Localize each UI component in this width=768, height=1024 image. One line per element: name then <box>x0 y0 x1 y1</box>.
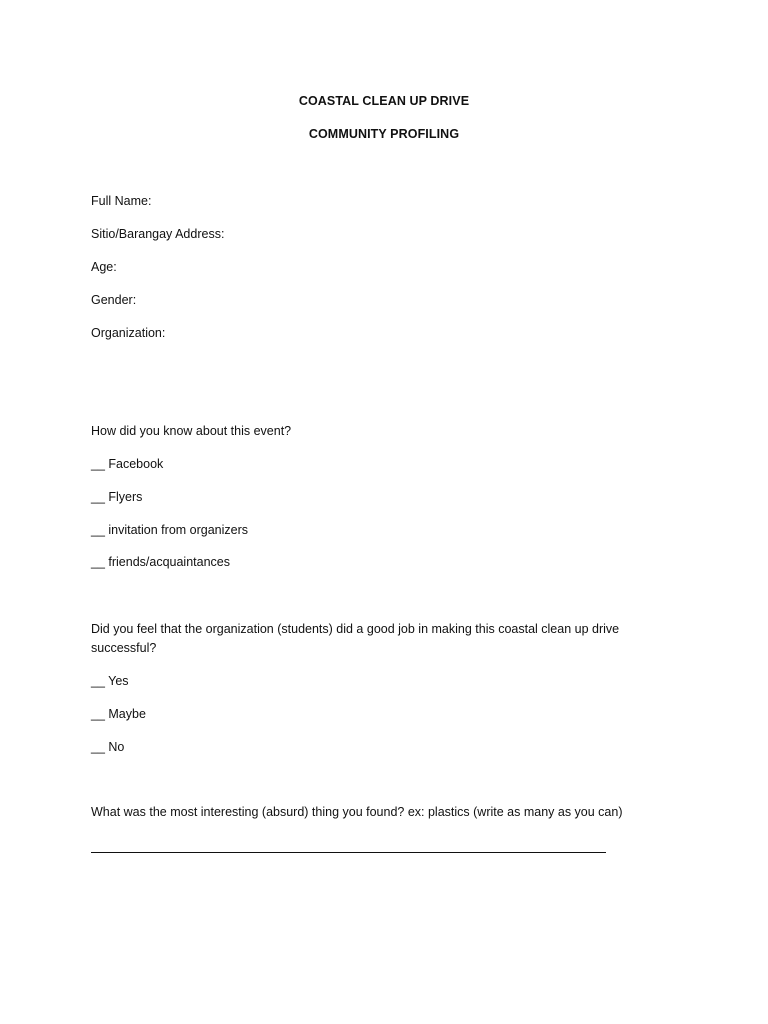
question-interesting-thing: What was the most interesting (absurd) thing you found? ex: plastics (write as many as you can) <box>91 805 623 819</box>
option-yes: __ Yes <box>91 674 129 688</box>
question-good-job-line1: Did you feel that the organization (students) did a good job in making this coastal clean up drive <box>91 622 620 636</box>
document-title: COASTAL CLEAN UP DRIVE <box>298 94 470 108</box>
document-subtitle: COMMUNITY PROFILING <box>308 127 460 141</box>
question-how-know: How did you know about this event? <box>91 424 292 438</box>
option-friends: __ friends/acquaintances <box>91 555 230 569</box>
option-no: __ No <box>91 740 125 754</box>
answer-line <box>91 852 606 853</box>
field-gender: Gender: <box>91 293 137 307</box>
field-address: Sitio/Barangay Address: <box>91 227 225 241</box>
option-facebook: __ Facebook <box>91 457 164 471</box>
field-organization: Organization: <box>91 326 166 340</box>
field-full-name: Full Name: <box>91 194 152 208</box>
field-age: Age: <box>91 260 117 274</box>
question-good-job-line2: successful? <box>91 641 157 655</box>
option-invitation: __ invitation from organizers <box>91 523 249 537</box>
option-flyers: __ Flyers <box>91 490 143 504</box>
option-maybe: __ Maybe <box>91 707 146 721</box>
